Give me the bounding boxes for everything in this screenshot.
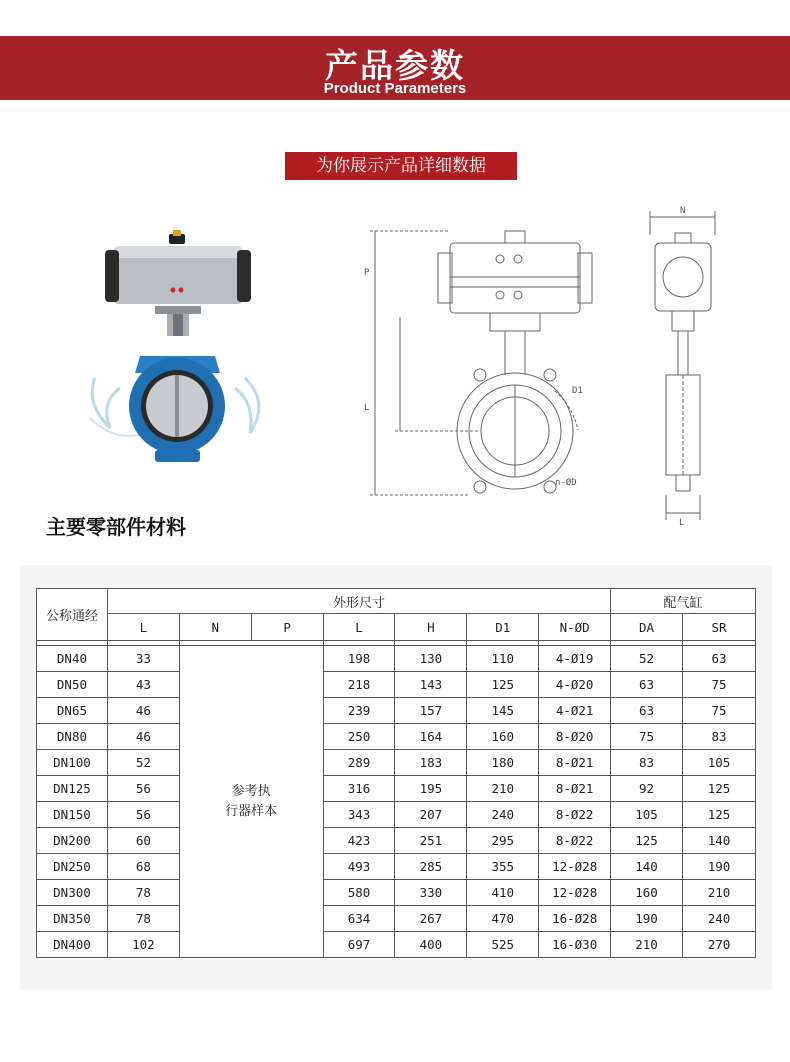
cell-da: 160 (611, 880, 683, 906)
cell-sr: 125 (682, 802, 755, 828)
cell-d1: 160 (467, 724, 539, 750)
cell-sr: 240 (682, 906, 755, 932)
subtitle-badge: 为你展示产品详细数据 (285, 152, 517, 180)
cell-h: 285 (395, 854, 467, 880)
table-row (37, 776, 756, 802)
cell-da: 83 (611, 750, 683, 776)
cell-sr: 75 (682, 672, 755, 698)
dim-label-d1: D1 (572, 386, 583, 396)
cell-d1: 240 (467, 802, 539, 828)
cell-d1: 410 (467, 880, 539, 906)
cell-nod: 8-Ø20 (539, 724, 611, 750)
dim-label-p: P (364, 268, 370, 278)
cell-h: 267 (395, 906, 467, 932)
cell-dn: DN250 (37, 854, 108, 880)
page-title-en: Product Parameters (323, 80, 467, 97)
cell-l: 46 (107, 698, 179, 724)
cell-da: 210 (611, 932, 683, 958)
cell-l2: 289 (323, 750, 395, 776)
cell-dn: DN200 (37, 828, 108, 854)
cell-sr: 210 (682, 880, 755, 906)
cell-sr: 83 (682, 724, 755, 750)
cell-nod: 12-Ø28 (539, 880, 611, 906)
cell-dn: DN100 (37, 750, 108, 776)
merged-note-line: 行器样本 (225, 803, 278, 819)
cell-l: 78 (107, 880, 179, 906)
cell-h: 251 (395, 828, 467, 854)
cell-nod: 8-Ø22 (539, 802, 611, 828)
cell-l: 102 (107, 932, 179, 958)
cell-l: 56 (107, 776, 179, 802)
merged-note-line: 参考执 (231, 783, 271, 799)
table-row (37, 880, 756, 906)
subheader-nod: N-ØD (539, 614, 611, 641)
cell-nod: 4-Ø20 (539, 672, 611, 698)
cell-dn: DN80 (37, 724, 108, 750)
cell-da: 75 (611, 724, 683, 750)
cell-h: 195 (395, 776, 467, 802)
page-title: 产品参数 (325, 46, 465, 85)
cell-h: 183 (395, 750, 467, 776)
subheader-h: H (395, 614, 467, 641)
header-banner (0, 36, 790, 100)
table-row (37, 854, 756, 880)
header-nominal: 公称通经 (37, 589, 108, 641)
cell-sr: 140 (682, 828, 755, 854)
cell-da: 63 (611, 672, 683, 698)
cell-l: 60 (107, 828, 179, 854)
cell-l2: 250 (323, 724, 395, 750)
cell-l: 78 (107, 906, 179, 932)
cell-sr: 75 (682, 698, 755, 724)
cell-l: 68 (107, 854, 179, 880)
cell-d1: 180 (467, 750, 539, 776)
spec-table (36, 588, 756, 958)
cell-h: 143 (395, 672, 467, 698)
dim-label-l-side: L (679, 518, 685, 528)
cell-d1: 110 (467, 646, 539, 672)
cell-d1: 470 (467, 906, 539, 932)
dim-label-nod: n-ØD (555, 478, 577, 488)
cell-l: 46 (107, 724, 179, 750)
cell-l2: 580 (323, 880, 395, 906)
cell-h: 164 (395, 724, 467, 750)
cell-sr: 63 (682, 646, 755, 672)
technical-drawing (350, 195, 760, 530)
cell-nod: 16-Ø30 (539, 932, 611, 958)
table-row (37, 932, 756, 958)
cell-l2: 423 (323, 828, 395, 854)
subheader-da: DA (611, 614, 683, 641)
cell-h: 400 (395, 932, 467, 958)
cell-sr: 105 (682, 750, 755, 776)
cell-d1: 145 (467, 698, 539, 724)
cell-l2: 198 (323, 646, 395, 672)
table-row (37, 828, 756, 854)
cell-nod: 12-Ø28 (539, 854, 611, 880)
cell-nod: 4-Ø21 (539, 698, 611, 724)
cell-l2: 343 (323, 802, 395, 828)
cell-dn: DN125 (37, 776, 108, 802)
cell-l: 56 (107, 802, 179, 828)
cell-dn: DN150 (37, 802, 108, 828)
cell-nod: 8-Ø22 (539, 828, 611, 854)
cell-nod: 8-Ø21 (539, 776, 611, 802)
subheader-d1: D1 (467, 614, 539, 641)
cell-l2: 697 (323, 932, 395, 958)
cell-l: 33 (107, 646, 179, 672)
cell-nod: 4-Ø19 (539, 646, 611, 672)
cell-d1: 525 (467, 932, 539, 958)
cell-da: 63 (611, 698, 683, 724)
cell-da: 105 (611, 802, 683, 828)
cell-dn: DN50 (37, 672, 108, 698)
cell-nod: 16-Ø28 (539, 906, 611, 932)
cell-sr: 270 (682, 932, 755, 958)
subheader-n: N (179, 614, 251, 641)
dim-label-n: N (680, 206, 686, 216)
cell-h: 130 (395, 646, 467, 672)
cell-l2: 493 (323, 854, 395, 880)
cell-da: 190 (611, 906, 683, 932)
cell-dn: DN65 (37, 698, 108, 724)
cell-dn: DN400 (37, 932, 108, 958)
cell-d1: 125 (467, 672, 539, 698)
cell-dn: DN40 (37, 646, 108, 672)
cell-h: 207 (395, 802, 467, 828)
cell-d1: 355 (467, 854, 539, 880)
cell-l2: 239 (323, 698, 395, 724)
cell-sr: 125 (682, 776, 755, 802)
cell-nod: 8-Ø21 (539, 750, 611, 776)
product-photo (85, 228, 270, 473)
cell-da: 92 (611, 776, 683, 802)
subheader-l: L (107, 614, 179, 641)
cell-l: 43 (107, 672, 179, 698)
table-row (37, 750, 756, 776)
table-row (37, 724, 756, 750)
section-title: 主要零部件材料 (46, 515, 186, 539)
header-cylinder: 配气缸 (611, 589, 756, 614)
cell-h: 330 (395, 880, 467, 906)
table-row (37, 698, 756, 724)
table-row (37, 802, 756, 828)
table-row (37, 646, 756, 672)
cell-da: 52 (611, 646, 683, 672)
cell-dn: DN300 (37, 880, 108, 906)
table-row (37, 906, 756, 932)
table-row (37, 672, 756, 698)
dim-label-l: L (364, 403, 370, 413)
cell-d1: 295 (467, 828, 539, 854)
cell-l: 52 (107, 750, 179, 776)
cell-d1: 210 (467, 776, 539, 802)
cell-l2: 218 (323, 672, 395, 698)
cell-h: 157 (395, 698, 467, 724)
subheader-l2: L (323, 614, 395, 641)
cell-da: 125 (611, 828, 683, 854)
cell-sr: 190 (682, 854, 755, 880)
subheader-p: P (251, 614, 323, 641)
merged-note (179, 646, 323, 958)
cell-da: 140 (611, 854, 683, 880)
subheader-sr: SR (682, 614, 755, 641)
cell-dn: DN350 (37, 906, 108, 932)
cell-l2: 316 (323, 776, 395, 802)
header-dims: 外形尺寸 (107, 589, 610, 614)
cell-l2: 634 (323, 906, 395, 932)
